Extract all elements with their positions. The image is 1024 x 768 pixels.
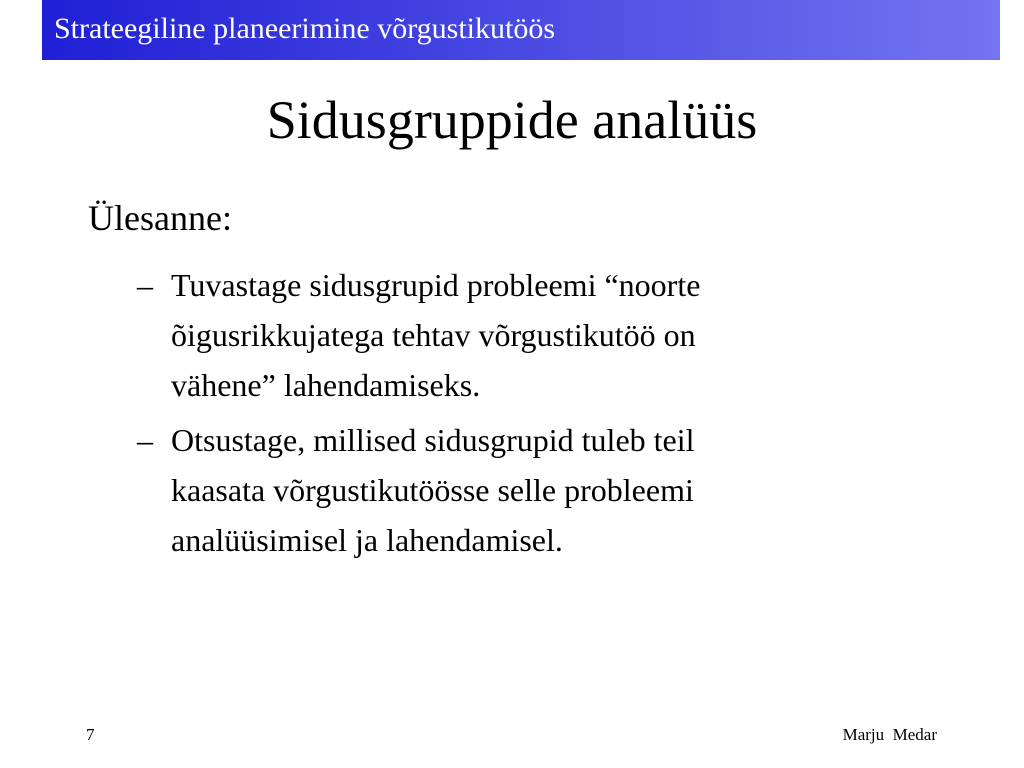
slide-title: Sidusgruppide analüüs [266,90,758,150]
bullet-line: kaasata võrgustikutöösse selle probleemi [171,472,694,508]
bullet-item [131,260,871,410]
bullet-list [131,260,871,570]
bullet-item [131,415,871,565]
bullet-line: analüüsimisel ja lahendamisel. [171,522,563,558]
header-bar [42,0,1000,60]
bullet-line: vähene” lahendamiseks. [171,367,481,403]
bullet-dash: – [137,267,153,303]
slide-number: 7 [86,725,95,744]
bullet-dash: – [137,422,153,458]
footer-author: Marju Medar [842,725,937,744]
bullet-line: Tuvastage sidusgrupid probleemi “noorte [171,267,701,303]
bullet-line: õigusrikkujatega tehtav võrgustikutöö on [171,317,696,353]
bullet-line: Otsustage, millised sidusgrupid tuleb teil [171,422,695,458]
task-heading: Ülesanne: [88,198,232,238]
header-title: Strateegiline planeerimine võrgustikutöös [54,12,556,45]
